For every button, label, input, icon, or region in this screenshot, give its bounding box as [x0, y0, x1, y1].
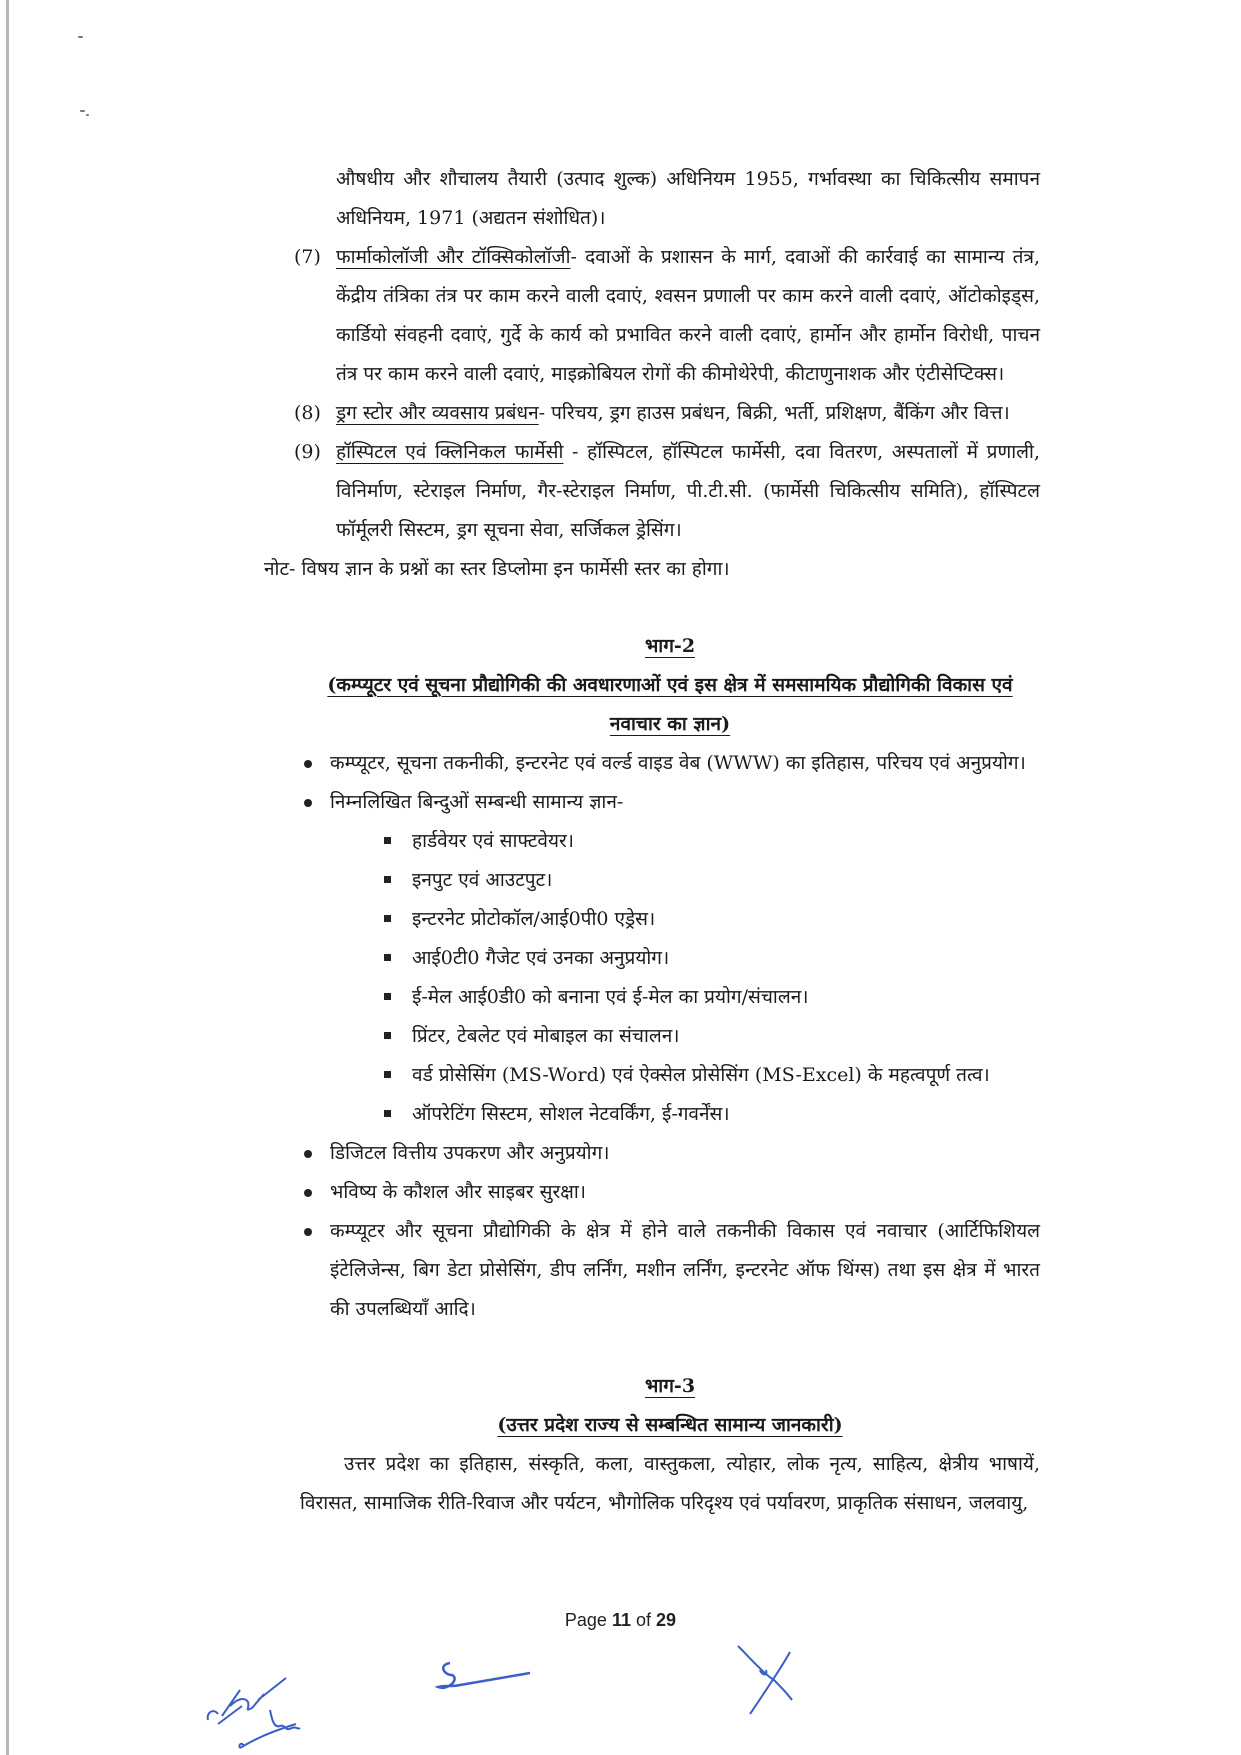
sub-bullet-item: ऑपरेटिंग सिस्टम, सोशल नेटवर्किंग, ई-गवर्नेंस। [382, 1095, 1040, 1134]
page-of: of [636, 1610, 652, 1630]
item-text: - परिचय, ड्रग हाउस प्रबंधन, बिक्री, भर्ती, प्रशिक्षण, बैंकिंग और वित्त। [538, 402, 1010, 424]
item-number: (7) [294, 246, 321, 268]
item-heading: हॉस्पिटल एवं क्लिनिकल फार्मेसी [336, 441, 564, 463]
scan-speck [80, 110, 85, 112]
item-text: - दवाओं के प्रशासन के मार्ग, दवाओं की कार्रवाई का सामान्य तंत्र, केंद्रीय तंत्रिका तंत्र पर काम करने वाली दवाएं, श्वसन प्रणाली पर काम करने वाली दवाएं, ऑटोकोइड्स, कार्डियो संवहनी दवाएं, गुर्दे के कार्य को प्रभावित करने वाली दवाएं, हार्मोन और हार्मोन विरोधी, पाचन तंत्र पर काम करने वाली दवाएं, माइक्रोबियल रोगों की कीमोथेरेपी, कीटाणुनाशक और एंटीसेप्टिक्स। [336, 246, 1040, 385]
sub-bullet-item: इन्टरनेट प्रोटोकॉल/आई0पी0 एड्रेस। [382, 900, 1040, 939]
sub-bullet-item: ई-मेल आई0डी0 को बनाना एवं ई-मेल का प्रयोग/संचालन। [382, 978, 1040, 1017]
part-2-title: (कम्प्यूटर एवं सूचना प्रौद्योगिकी की अवधारणाओं एवं इस क्षेत्र में समसामयिक प्रौद्योगिकी विकास एवं नवाचार का ज्ञान) [327, 674, 1013, 735]
part-2-section [300, 627, 1040, 1329]
continuation-paragraph: औषधीय और शौचालय तैयारी (उत्पाद शुल्क) अधिनियम 1955, गर्भावस्था का चिकित्सीय समापन अधिनियम, 1971 (अद्यतन संशोधित)। [336, 168, 1040, 229]
signature-3-icon [730, 1640, 800, 1720]
part-3-body: उत्तर प्रदेश का इतिहास, संस्कृति, कला, वास्तुकला, त्योहार, लोक नृत्य, साहित्य, क्षेत्रीय भाषायें, विरासत, सामाजिक रीति-रिवाज और पर्यटन, भौगोलिक परिदृश्य एवं पर्यावरण, प्राकृतिक संसाधन, जलवायु, [300, 1453, 1040, 1514]
part-3-section [300, 1367, 1040, 1523]
page-total: 29 [656, 1610, 677, 1630]
numbered-list [294, 238, 1040, 550]
signature-1-icon [200, 1650, 340, 1750]
part-2-bullets [300, 744, 1040, 1329]
scan-left-edge [6, 0, 9, 1755]
scan-speck [86, 114, 89, 116]
numbered-item-8 [294, 394, 1040, 433]
scan-speck [78, 36, 83, 38]
page-prefix: Page [564, 1610, 607, 1630]
bullet-item: डिजिटल वित्तीय उपकरण और अनुप्रयोग। [300, 1134, 1040, 1173]
bullet-item: निम्नलिखित बिन्दुओं सम्बन्धी सामान्य ज्ञान- हार्डवेयर एवं साफ्टवेयर। इनपुट एवं आउटपुट। इन्टरनेट प्रोटोकॉल/आई0पी0 एड्रेस। आई0टी0 गैजेट एवं उनका अनुप्रयोग। ई-मेल आई0डी0 को बनाना एवं ई-मेल का प्रयोग/संचालन। प्रिंटर, टेबलेट एवं मोबाइल का संचालन। वर्ड प्रोसेसिंग (MS-Word) एवं ऐक्सेल प्रोसेसिंग (MS-Excel) के महत्वपूर्ण तत्व। ऑपरेटिंग सिस्टम, सोशल नेटवर्किंग, ई-गवर्नेंस। [300, 783, 1040, 1134]
item-number: (9) [294, 441, 321, 463]
item-heading: फार्माकोलॉजी और टॉक्सिकोलॉजी [336, 246, 571, 268]
bullet-item: कम्प्यूटर और सूचना प्रौद्योगिकी के क्षेत्र में होने वाले तकनीकी विकास एवं नवाचार (आर्टिफिशियल इंटेलिजेन्स, बिग डेटा प्रोसेसिंग, डीप लर्निंग, मशीन लर्निंग, इन्टरनेट ऑफ थिंग्स) तथा इस क्षेत्र में भारत की उपलब्धियाँ आदि। [300, 1212, 1040, 1329]
note-line: नोट- विषय ज्ञान के प्रश्नों का स्तर डिप्लोमा इन फार्मेसी स्तर का होगा। [264, 558, 730, 580]
bullet-item: भविष्य के कौशल और साइबर सुरक्षा। [300, 1173, 1040, 1212]
page-current: 11 [611, 1610, 631, 1630]
item-text: - हॉस्पिटल, हॉस्पिटल फार्मेसी, दवा वितरण, अस्पतालों में प्रणाली, विनिर्माण, स्टेराइल निर्माण, गैर-स्टेराइल निर्माण, पी.टी.सी. (फार्मेसी चिकित्सीय समिति), हॉस्पिटल फॉर्मूलरी सिस्टम, ड्रग सूचना सेवा, सर्जिकल ड्रेसिंग। [336, 441, 1040, 541]
sub-bullet-item: आई0टी0 गैजेट एवं उनका अनुप्रयोग। [382, 939, 1040, 978]
sub-bullet-item: इनपुट एवं आउटपुट। [382, 861, 1040, 900]
part-3-title: (उत्तर प्रदेश राज्य से सम्बन्धित सामान्य जानकारी) [497, 1414, 843, 1436]
item-heading: ड्रग स्टोर और व्यवसाय प्रबंधन [336, 402, 539, 424]
numbered-item-7 [294, 238, 1040, 394]
numbered-item-9 [294, 433, 1040, 550]
part-3-label: भाग-3 [644, 1375, 696, 1397]
sub-bullets [330, 822, 1040, 1134]
item-number: (8) [294, 402, 321, 424]
bullet-item: कम्प्यूटर, सूचना तकनीकी, इन्टरनेट एवं वर्ल्ड वाइड वेब (WWW) का इतिहास, परिचय एवं अनुप्रयोग। [300, 744, 1040, 783]
sub-bullet-item: प्रिंटर, टेबलेट एवं मोबाइल का संचालन। [382, 1017, 1040, 1056]
signature-2-icon [430, 1655, 540, 1700]
page-footer [0, 1610, 1241, 1631]
part-2-label: भाग-2 [644, 635, 696, 657]
sub-bullet-item: हार्डवेयर एवं साफ्टवेयर। [382, 822, 1040, 861]
sub-bullet-item: वर्ड प्रोसेसिंग (MS-Word) एवं ऐक्सेल प्रोसेसिंग (MS-Excel) के महत्वपूर्ण तत्व। [382, 1056, 1040, 1095]
document-page [264, 160, 1040, 1523]
